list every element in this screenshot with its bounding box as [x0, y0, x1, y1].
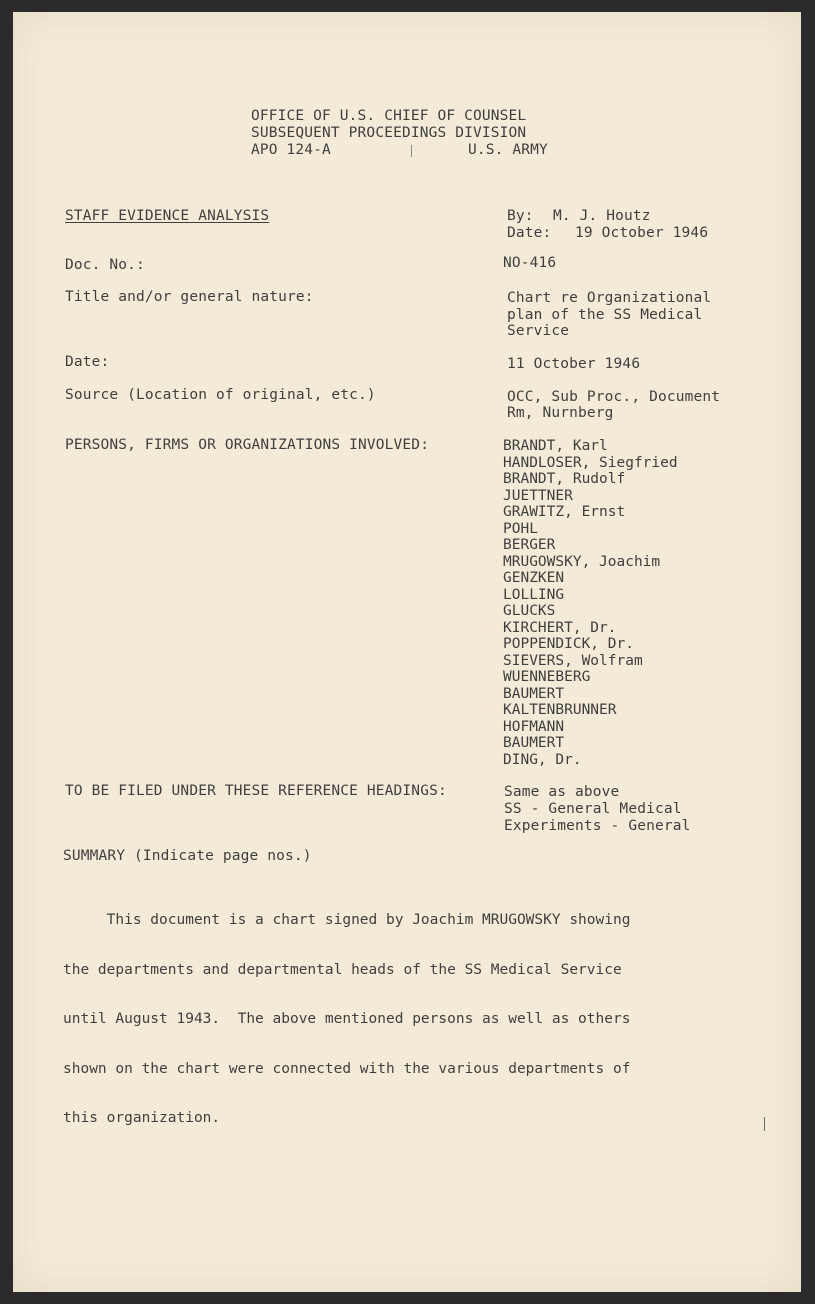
- by-label: By:: [507, 208, 534, 224]
- person-entry: GLUCKS: [503, 603, 556, 619]
- person-entry: POHL: [503, 520, 538, 537]
- doc-date-value: 11 October 1946: [507, 356, 641, 372]
- person-entry: WUENNEBERG: [503, 669, 591, 685]
- person-entry: SIEVERS, Wolfram: [503, 652, 643, 669]
- person-entry: BRANDT, Karl: [503, 438, 608, 454]
- summary-body: [63, 879, 713, 1160]
- persons-label: PERSONS, FIRMS OR ORGANIZATIONS INVOLVED:: [65, 437, 430, 453]
- person-entry: BAUMERT: [503, 735, 565, 751]
- document-page: [13, 12, 801, 1292]
- summary-line: until August 1943. The above mentioned persons as well as others: [63, 1011, 631, 1027]
- header-army: U.S. ARMY: [468, 142, 548, 158]
- title-label: Title and/or general nature:: [65, 289, 314, 305]
- person-entry: JUETTNER: [503, 487, 573, 504]
- title-value-line3: Service: [507, 323, 570, 339]
- person-entry: MRUGOWSKY, Joachim: [503, 553, 661, 570]
- header-division: SUBSEQUENT PROCEEDINGS DIVISION: [251, 125, 527, 141]
- filed-value-line1: Same as above: [504, 784, 620, 800]
- summary-label: SUMMARY (Indicate page nos.): [63, 848, 312, 864]
- source-value-line1: OCC, Sub Proc., Document: [507, 389, 721, 405]
- person-entry: KALTENBRUNNER: [503, 702, 617, 718]
- person-entry: GENZKEN: [503, 570, 565, 586]
- person-entry: BERGER: [503, 537, 556, 553]
- persons-list: [503, 438, 678, 768]
- doc-date-label: Date:: [65, 354, 110, 370]
- header-apo: APO 124-A: [251, 142, 331, 158]
- doc-no-label: Doc. No.:: [65, 257, 145, 273]
- by-value: M. J. Houtz: [553, 208, 651, 224]
- analysis-heading: STAFF EVIDENCE ANALYSIS: [65, 208, 270, 224]
- summary-line: This document is a chart signed by Joachim MRUGOWSKY showing: [63, 912, 631, 928]
- person-entry: POPPENDICK, Dr.: [503, 636, 634, 652]
- person-entry: BAUMERT: [503, 685, 565, 702]
- analysis-date-value: 19 October 1946: [575, 225, 709, 241]
- doc-no-value: NO-416: [503, 255, 557, 271]
- summary-line: this organization.: [63, 1110, 221, 1126]
- person-entry: KIRCHERT, Dr.: [503, 619, 617, 636]
- person-entry: DING, Dr.: [503, 751, 582, 768]
- person-entry: GRAWITZ, Ernst: [503, 504, 626, 520]
- date-label: Date:: [507, 225, 552, 241]
- person-entry: HOFMANN: [503, 718, 565, 735]
- filed-under-label: TO BE FILED UNDER THESE REFERENCE HEADINGS:: [65, 783, 447, 799]
- stray-header-mark: [411, 145, 412, 157]
- header-office: OFFICE OF U.S. CHIEF OF COUNSEL: [251, 108, 527, 124]
- source-label: Source (Location of original, etc.): [65, 387, 376, 403]
- person-entry: BRANDT, Rudolf: [503, 471, 626, 487]
- source-value-line2: Rm, Nurnberg: [507, 405, 614, 421]
- filed-value-line3: Experiments - General: [504, 818, 691, 834]
- person-entry: LOLLING: [503, 586, 565, 603]
- title-value-line1: Chart re Organizational: [507, 290, 712, 306]
- person-entry: HANDLOSER, Siegfried: [503, 454, 678, 471]
- summary-line: the departments and departmental heads of the SS Medical Service: [63, 961, 622, 978]
- summary-line: shown on the chart were connected with the various departments of: [63, 1060, 631, 1077]
- stray-pen-mark: [764, 1117, 765, 1131]
- title-value-line2: plan of the SS Medical: [507, 307, 703, 323]
- filed-value-line2: SS - General Medical: [504, 801, 682, 817]
